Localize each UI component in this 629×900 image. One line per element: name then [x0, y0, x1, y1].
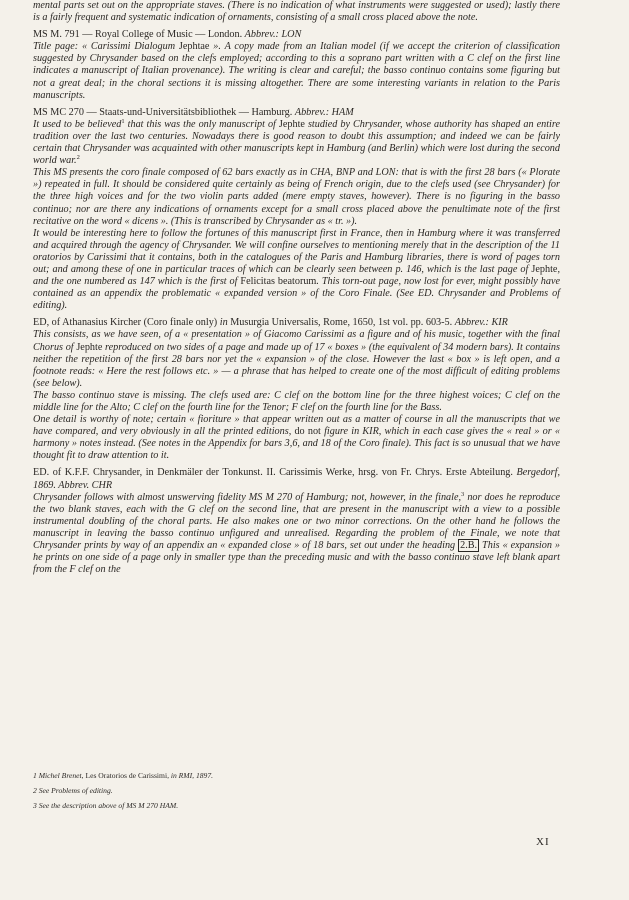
page-number: XI: [536, 836, 550, 848]
footnotes: [33, 771, 560, 816]
footnote-3: 3 See the description above of MS M 270 HAM.: [33, 801, 179, 810]
footnote-ref-3: 3: [461, 490, 465, 498]
entry-kir-abbrev: Abbrev.: KIR: [454, 317, 508, 329]
entry-kir: ED, of Athanasius Kircher (Coro finale only) in Musurgia Universalis, Rome, 1650, 1st vol. pp. 603-5. Abbrev.: KIR This consists, as we have seen, of a « presentation » of Giacomo Carissimi as a figure and of his music, together with the final Chorus of Jephte reproduced on two sides of a page and made up of 17 « boxes » (the equivalent of 34 modern bars). It contains neither the repetition of the first 28 bars nor yet the « expansion » of the close. However the last « box » is left open, and a footnote reads: « Here the rest follows etc. » — a phrase that has helped to create one of the most difficult of editing problems (see below).: [33, 317, 560, 389]
footnote-1: 1 Michel Brenet, Les Oratorios de Carissimi, in RMI, 1897.: [33, 771, 214, 780]
entry-chr-heading: ED. of K.F.F. Chrysander, in Denkmäler der Tonkunst. II. Carissimis Werke, hrsg. von Fr. Chrys. Erste Abteilung.: [33, 467, 517, 479]
entry-kir-paragraph-3: One detail is worthy of note; certain « fioriture » that appear written out as a matter of course in all the manuscripts that we have compared, and very obviously in all the printed editions, do not figure in KIR, which in each case gives the « real » or « harmony » notes instead. (See notes in the Appendix for bars 3,6, and 18 of the Coro finale). This fact is so unusual that we have thought fit to draw attention to it.: [33, 414, 560, 462]
main-text: [33, 0, 560, 576]
continued-paragraph: mental parts set out on the appropriate staves. (There is no indication of what instruments were suggested or used); lastly there is a fairly frequent and systematic indication of ornaments, consisting of a small cross placed above the note.: [33, 0, 560, 24]
entry-ham-abbrev: Abbrev.: HAM: [294, 106, 354, 118]
footnote-2: 2 See Problems of editing.: [33, 786, 113, 795]
entry-kir-paragraph-2: The basso continuo stave is missing. The clefs used are: C clef on the bottom line for the three highest voices; C clef on the middle line for the Alto; C clef on the fourth line for the Tenor; F clef on the fourth line for the Bass.: [33, 389, 560, 413]
entry-chr-abbrev: Abbrev. CHR: [58, 479, 113, 491]
entry-ham-paragraph-2: This MS presents the coro finale composed of 62 bars exactly as in CHA, BNP and LON: that is with the first 28 bars (« Plorate ») repeated in full. It should be considered quite certainly as being of French origin, due to the clefs used (see Chrysander) for the three high voices and for the two violin parts added (mere empty staves, however). There is no figuring in the basso continuo; nor are there any indications of ornaments except for a small cross placed above the penultimate note of the first recitative on the word « dicens ». (This is transcribed by Chrysander as « tr. »).: [33, 167, 560, 227]
entry-ham-heading: MS MC 270 — Staats-und-Universitätsbibliothek — Hamburg.: [33, 106, 295, 118]
entry-lon-heading: MS M. 791 — Royal College of Music — London.: [33, 29, 245, 41]
boxed-heading-label: 2.B.: [460, 540, 478, 552]
entry-ham: MS MC 270 — Staats-und-Universitätsbibliothek — Hamburg. Abbrev.: HAM It used to be believed$^1$ that this was the only manuscript of Jephte studied by Chrysander, whose authority has shaped an entire tradition over the last two centuries. Nowadays there is good reason to doubt this assumption; and indeed we can be fairly certain that Chrysander was acquainted with other manuscripts kept in Hamburg (and Berlin) which were lost during the second world war.$^2$: [33, 106, 560, 167]
entry-lon-abbrev: Abbrev.: LON: [244, 29, 302, 41]
entry-kir-heading: ED, of Athanasius Kircher (Coro finale only): [33, 317, 220, 329]
footnote-ref-2: 2: [76, 154, 80, 162]
entry-chr: ED. of K.F.F. Chrysander, in Denkmäler der Tonkunst. II. Carissimis Werke, hrsg. von Fr. Chrys. Erste Abteilung. Bergedorf, 1869. Abbrev. CHR Chrysander follows with almost unswerving fidelity MS M 270 of Hamburg; not, however, in the finale,$^3$ nor does he reproduce the two blank staves, each with the G clef on the second line, that are present in the manuscript with a view to a possible instrumental doubling of the choral parts. He also makes one or two minor corrections. On the other hand he follows the manuscript in leaving the basso continuo unfigured and unrealised. Regarding the problem of the Finale, we note that Chrysander prints by way of an appendix an « expanded close » of 18 bars, set out under the heading 2.B. This « expansion » he prints on one side of a page only in smaller type than the preceding music and with the basso continuo stave left blank apart from the F clef on the: [33, 467, 560, 576]
footnote-ref-1: 1: [121, 117, 125, 125]
entry-ham-paragraph-3: It would be interesting here to follow the fortunes of this manuscript first in France, then in Hamburg where it was transferred and acquired through the agency of Chrysander. We will confine ourselves to mentioning merely that in the description of the 11 oratorios by Carissimi that it contains, both in the catalogues of the Paris and Hamburg libraries, there is word of pages torn out; and among these of one in particular traces of which can be clearly seen between p. 146, which is the last page of Jephte, and the one numbered as 147 which is the first of Felicitas beatorum. This torn-out page, now lost for ever, might possibly have contained as an appendix the problematic « expanded version » of the Coro Finale. (See ED. Chrysander and Problems of editing).: [33, 227, 560, 312]
entry-lon: MS M. 791 — Royal College of Music — London. Abbrev.: LON Title page: « Carissimi Dialogum Jephtae ». A copy made from an Italian model (if we accept the criterion of classification suggested by Chrysander based on the clefs employed; according to this a soprano part written with a C clef on the first line indicates a manuscript of Italian provenance). The writing is clear and careful; the basso continuo contains some figuring but not a great deal; in the choral sections it is missing altogether. There are some interesting variants in relation to the Paris manuscripts.: [33, 29, 560, 101]
